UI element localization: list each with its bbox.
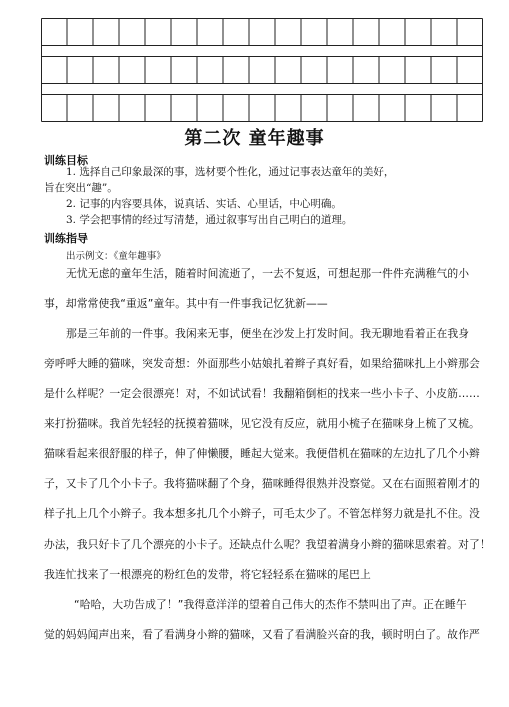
goal-item-1-line-2: 旨在突出“趣”。 — [44, 182, 118, 194]
page-title: 第二次 童年趣事 — [184, 128, 325, 149]
essay-line: 是什么样呢？一定会很漂亮！对，不如试试看！我翻箱倒柜的找来一些小卡子、小皮筋…… — [44, 387, 480, 400]
essay-line: 样子扎上几个小辫子。我本想多扎几个小辫子，可毛太少了。不管怎样努力就是扎不住。没 — [44, 507, 480, 520]
essay-line: 办法，我只好卡了几个漂亮的小卡子。还缺点什么呢？我望着满身小辫的猫咪思索着。对了！ — [44, 538, 491, 551]
essay-line: 觉的妈妈闻声出来，看了看满身小辫的猫咪，又看了看满脸兴奋的我，顿时明白了。故作严 — [44, 628, 480, 641]
essay-line: 我连忙找来了一根漂亮的粉红色的发带，将它轻轻系在猫咪的尾巴上 — [44, 568, 371, 581]
goal-item-1-line-1: 1. 选择自己印象最深的事，选材要个性化，通过记事表达童年的美好， — [66, 166, 395, 178]
goal-item-2: 2. 记事的内容要具体，说真话、实话、心里话，中心明确。 — [66, 198, 342, 210]
essay-line: 猫咪看起来很舒服的样子，伸了伸懒腰，睡起大觉来。我便借机在猫咪的左边扎了几个小辫 — [44, 447, 480, 460]
essay-line: 子，又卡了几个小卡子。我将猫咪翻了个身，猫咪睡得很熟并没察觉。又在右面照着刚才的 — [44, 477, 480, 490]
writing-grid-lines — [41, 18, 483, 122]
essay-line: 旁呼呼大睡的猫咪，突发奇想：外面那些小姑娘扎着辫子真好看，如果给猫咪扎上小辫那会 — [44, 357, 480, 370]
essay-line: 来打扮猫咪。我首先轻轻的抚摸着猫咪，见它没有反应，就用小梳子在猫咪身上梳了又梳。 — [44, 417, 480, 430]
essay-line: 那是三年前的一件事。我闲来无事，便坐在沙发上打发时间。我无聊地看着正在我身 — [66, 327, 470, 340]
writing-grid — [41, 18, 483, 122]
goal-item-3: 3. 学会把事情的经过写清楚，通过叙事写出自己明白的道理。 — [66, 214, 353, 226]
goals-heading: 训练目标 — [44, 154, 88, 167]
essay-line: 无忧无虑的童年生活，随着时间流逝了，一去不复返，可想起那一件件充满稚气的小 — [66, 267, 470, 280]
essay-line: 事，却常常使我“重返”童年。其中有一件事我记忆犹新—— — [44, 297, 328, 310]
example-label: 出示例文：《童年趣事》 — [66, 251, 166, 262]
guide-heading: 训练指导 — [44, 232, 88, 245]
essay-line: “哈哈，大功告成了！”我得意洋洋的望着自己伟大的杰作不禁叫出了声。正在睡午 — [74, 598, 467, 611]
